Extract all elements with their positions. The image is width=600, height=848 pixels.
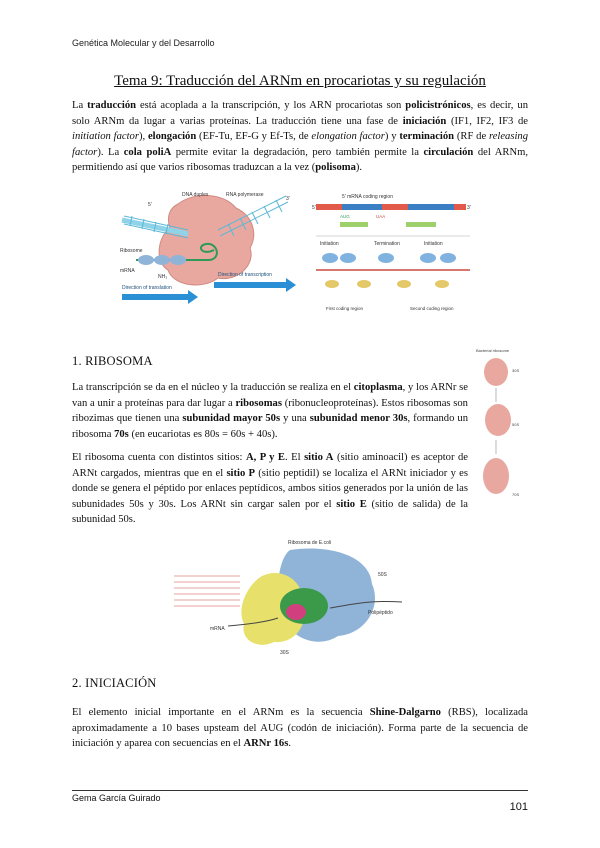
text-run: . (288, 738, 291, 750)
ribosome-subunits-figure (474, 346, 534, 524)
coding-region-1 (342, 204, 382, 210)
text-run: (sitio aminoacil) es aceptor de ARNt cargados, mientras que en el (72, 452, 468, 479)
text-run: ). (355, 162, 363, 174)
text-run: del ARNm, permitiendo así que varios ribosomas traduzcan a la vez ( (72, 146, 528, 174)
aug-label: AUG (340, 214, 350, 219)
intro-paragraph (72, 98, 528, 176)
text-run: El ribosoma cuenta con distintos sitios: (72, 452, 246, 463)
protein-bar-1 (340, 222, 368, 227)
bold-term: sitio P (226, 467, 256, 479)
text-run: (RF de (454, 131, 489, 143)
text-run: . El (285, 452, 305, 463)
text-run: (en eucariotas es 80s = 60s + 40s). (128, 428, 278, 440)
text-run: , y los ARNr se van a unir a proteínas para dar lugar a (72, 382, 468, 409)
subunit-label-50s: 50S (512, 422, 520, 427)
nh3-label: NH₃ (158, 274, 168, 280)
section-2-heading: 2. INICIACIÓN (72, 676, 157, 690)
bold-term: subunidad menor 30s (309, 413, 408, 425)
bold-term: elongación (147, 131, 197, 143)
five-prime-label: 5' (312, 205, 316, 211)
text-run: (IF1, IF2, IF3 de (446, 115, 528, 127)
bold-term: policistrónicos (405, 100, 471, 111)
mrna-label: mRNA (210, 626, 225, 632)
running-header: Genética Molecular y del Desarrollo (72, 38, 215, 48)
bold-term: circulación (423, 146, 474, 158)
coding-region-label: 5' mRNA coding region (342, 194, 393, 200)
ribosome-row-bottom (325, 280, 449, 288)
bold-term: subunidad mayor 50s (182, 413, 281, 425)
trna-magenta (286, 604, 306, 620)
italic-term: elongation factor (311, 131, 385, 143)
subunit-50s-shape (484, 358, 508, 386)
three-prime-label: 3' (286, 196, 290, 202)
dna-duplex-label: DNA duplex (182, 192, 209, 198)
text-run: ) y (384, 131, 400, 143)
initiation-label-2: Initiation (424, 241, 443, 247)
italic-term: initiation factor (72, 131, 139, 143)
text-run: (EF-Tu, EF-G y Ef-Ts, de (196, 131, 312, 143)
bold-term: polisoma (315, 162, 356, 174)
bold-term: sitio E (336, 498, 367, 510)
mrna-label: mRNA (120, 268, 135, 274)
text-run: ). La (97, 146, 124, 158)
termination-label: Termination (374, 241, 400, 247)
subunit-30s-shape (485, 404, 511, 436)
text-run: (RBS), localizada aproximadamente a 10 bases upsteam del AUG (codón de iniciación). Forma parte de la secuencia de iniciación y aparea con secuencias en el (72, 707, 528, 750)
label-30s: 30S (280, 650, 289, 656)
text-run: ), (138, 131, 148, 143)
ecoli-ribosome-title: Ribosoma de E.coli (288, 540, 332, 546)
text-run: La transcripción se da en el núcleo y la traducción se realiza en el (72, 382, 354, 393)
polycistronic-mrna-figure (312, 190, 474, 316)
ecoli-ribosome-figure (170, 536, 420, 656)
ribosome-cluster (138, 255, 186, 265)
subunit-label-30s: 30S (512, 368, 520, 373)
bold-term: Shine-Dalgarno (369, 707, 441, 718)
ribosome-label-70s: 70S (512, 492, 520, 497)
page-title: Tema 9: Traducción del ARNm en procariotas y su regulación (114, 73, 486, 89)
ribosome-70s-shape (483, 458, 509, 494)
text-run: La (72, 100, 88, 111)
transcription-translation-figure (118, 186, 298, 306)
text-run: , formando un ribosoma (72, 413, 468, 440)
section-1-paragraph-1 (72, 380, 468, 442)
text-run: (ribonucleoproteínas). Estos ribosomas son ribozimas que tienen una (72, 397, 468, 425)
text-run: está acoplada a la transcripción, y los ARN procariotas son (136, 100, 406, 111)
transcription-direction-label: Direction of transcription (218, 272, 272, 278)
bold-term: traducción (87, 100, 137, 111)
text-run: y una (280, 413, 310, 425)
ribosome-label: Ribosome (120, 248, 143, 254)
footer-author: Gema García Guirado (72, 793, 161, 803)
coding-region-2 (408, 204, 454, 210)
legend-lines (174, 576, 240, 606)
page-number: 101 (509, 801, 528, 813)
section-1-paragraph-2 (72, 450, 468, 528)
second-region-label: Second coding region (410, 306, 454, 311)
ribosome-row (322, 253, 456, 263)
trna-green (280, 588, 328, 624)
bold-term: citoplasma (353, 382, 403, 393)
bold-term: terminación (399, 131, 455, 143)
text-run: (sitio de salida) de la subunidad 50s. (72, 498, 468, 526)
footer-divider (72, 790, 528, 791)
bold-term: cola poliA (123, 146, 172, 158)
protein-bar-2 (406, 222, 436, 227)
five-prime-label: 5' (148, 202, 152, 208)
first-region-label: First coding region (326, 306, 364, 311)
transcription-direction-arrow (214, 278, 296, 292)
protein-label: Polipéptido (368, 610, 393, 616)
italic-term: releasing factor (72, 131, 529, 158)
bold-term: sitio A (304, 452, 334, 463)
text-run: El elemento inicial importante en el ARNm es la secuencia (72, 707, 370, 718)
text-run: , es decir, un solo ARNm da lugar a varias proteínas. La traducción tiene una fase de (72, 100, 528, 127)
ribosome-figure-title: Bacterial ribosome (476, 348, 510, 353)
bold-term: 70s (114, 428, 129, 440)
bold-term: A, P y E (245, 452, 285, 463)
translation-direction-label: Direction of translation (122, 285, 172, 291)
bold-term: ARNr 16s (243, 738, 289, 750)
rna-polymerase-label: RNA polymerase (226, 192, 264, 198)
section-2-paragraph-1 (72, 705, 528, 752)
initiation-label: Initiation (320, 241, 339, 247)
translation-direction-arrow (122, 290, 198, 304)
bold-term: iniciación (402, 115, 447, 127)
text-run: (sitio peptidil) se localiza el ARNt iniciador y es donde se genera el péptido por enlaces peptídicos, ambos sitios generados por la unión de las subunidades 50s y 30s. Los ARNt sin cargar salen por el (72, 467, 468, 510)
section-1-heading: 1. RIBOSOMA (72, 354, 153, 368)
three-prime-label: 3' (467, 205, 471, 211)
bold-term: ribosomas (235, 397, 282, 409)
stop-label: UAA (376, 214, 386, 219)
text-run: permite evitar la degradación, pero también permite la (171, 146, 424, 158)
label-50s: 50S (378, 572, 387, 578)
